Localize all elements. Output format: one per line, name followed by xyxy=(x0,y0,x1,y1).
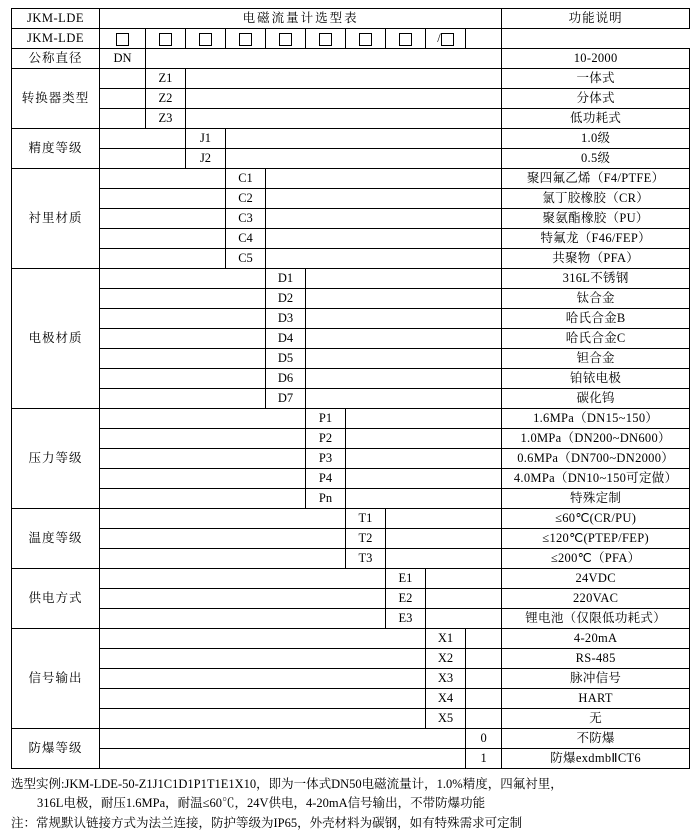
desc-c2: 氯丁胶橡胶（CR） xyxy=(502,189,690,209)
row-temperature-3 xyxy=(12,549,690,569)
blank-cell xyxy=(100,349,266,369)
code-e1: E1 xyxy=(386,569,426,589)
note-example-line2: 316L电极，耐压1.6MPa，耐温≤60℃，24V供电，4-20mA信号输出，不带防爆功能 xyxy=(37,796,486,811)
desc-d7: 碳化钨 xyxy=(502,389,690,409)
blank-cell xyxy=(100,69,146,89)
row-label-temperature: 温度等级 xyxy=(12,509,100,569)
desc-c1: 聚四氟乙烯（F4/PTFE） xyxy=(502,169,690,189)
row-label-converter-type: 转换器类型 xyxy=(12,69,100,129)
code-d7: D7 xyxy=(266,389,306,409)
desc-x3: 脉冲信号 xyxy=(502,669,690,689)
blank-cell xyxy=(100,369,266,389)
blank-cell xyxy=(266,229,502,249)
row-electrode-5 xyxy=(12,349,690,369)
blank-cell xyxy=(100,309,266,329)
code-x3: X3 xyxy=(426,669,466,689)
row-power-1 xyxy=(12,569,690,589)
desc-p4: 4.0MPa（DN10~150可定做） xyxy=(502,469,690,489)
row-converter-type-1 xyxy=(12,69,690,89)
code-x2: X2 xyxy=(426,649,466,669)
blank-cell xyxy=(306,269,502,289)
checkbox-icon[interactable] xyxy=(359,33,372,46)
blank-cell xyxy=(100,509,346,529)
row-temperature-1 xyxy=(12,509,690,529)
blank-cell xyxy=(346,489,502,509)
row-pressure-1 xyxy=(12,409,690,429)
desc-e1: 24VDC xyxy=(502,569,690,589)
row-lining-2 xyxy=(12,189,690,209)
desc-d6: 铂铱电极 xyxy=(502,369,690,389)
checkbox-cell-4[interactable] xyxy=(226,29,266,49)
row-electrode-2 xyxy=(12,289,690,309)
table-title-cell xyxy=(100,9,502,29)
checkbox-icon[interactable] xyxy=(279,33,292,46)
blank-cell xyxy=(100,589,386,609)
blank-cell xyxy=(186,89,502,109)
row-lining-1 xyxy=(12,169,690,189)
desc-d1: 316L不锈钢 xyxy=(502,269,690,289)
blank-cell xyxy=(100,409,306,429)
desc-j2: 0.5级 xyxy=(502,149,690,169)
row-label-nominal-diameter: 公称直径 xyxy=(12,49,100,69)
row-pressure-4 xyxy=(12,469,690,489)
blank-cell xyxy=(100,449,306,469)
desc-e3: 锂电池（仅限低功耗式） xyxy=(502,609,690,629)
desc-x5: 无 xyxy=(502,709,690,729)
blank-cell xyxy=(100,629,426,649)
slash-checkbox-cell[interactable] xyxy=(426,29,466,49)
row-lining-3 xyxy=(12,209,690,229)
desc-d5: 钽合金 xyxy=(502,349,690,369)
code-d2: D2 xyxy=(266,289,306,309)
desc-e2: 220VAC xyxy=(502,589,690,609)
row-electrode-6 xyxy=(12,369,690,389)
blank-cell xyxy=(100,229,226,249)
blank-cell xyxy=(386,509,502,529)
desc-d2: 钛合金 xyxy=(502,289,690,309)
code-c3: C3 xyxy=(226,209,266,229)
code-ex-0: 0 xyxy=(466,729,502,749)
row-electrode-7 xyxy=(12,389,690,409)
row-electrode-3 xyxy=(12,309,690,329)
blank-cell xyxy=(346,449,502,469)
code-p4: P4 xyxy=(306,469,346,489)
row-lining-4 xyxy=(12,229,690,249)
desc-pn: 特殊定制 xyxy=(502,489,690,509)
blank-cell xyxy=(100,729,466,749)
code-d4: D4 xyxy=(266,329,306,349)
blank-cell xyxy=(426,609,502,629)
table-header-row xyxy=(12,9,690,29)
code-p2: P2 xyxy=(306,429,346,449)
blank-cell xyxy=(306,329,502,349)
desc-t2: ≤120℃(PTEP/FEP) xyxy=(502,529,690,549)
code-z3: Z3 xyxy=(146,109,186,129)
blank-cell xyxy=(100,329,266,349)
spec-table xyxy=(11,8,690,769)
checkbox-icon[interactable] xyxy=(399,33,412,46)
code-c1: C1 xyxy=(226,169,266,189)
desc-z3: 低功耗式 xyxy=(502,109,690,129)
desc-x2: RS-485 xyxy=(502,649,690,669)
desc-t1: ≤60℃(CR/PU) xyxy=(502,509,690,529)
desc-p2: 1.0MPa（DN200~DN600） xyxy=(502,429,690,449)
checkbox-cell-1[interactable] xyxy=(100,29,146,49)
row-lining-5 xyxy=(12,249,690,269)
note-example-line1: 选型实例:JKM-LDE-50-Z1J1C1D1P1T1E1X10，即为一体式DN50电磁流量计，1.0%精度，四氟衬里， xyxy=(11,777,563,791)
blank-cell xyxy=(100,669,426,689)
code-t2: T2 xyxy=(346,529,386,549)
blank-cell xyxy=(100,109,146,129)
blank-cell xyxy=(346,469,502,489)
blank-cell xyxy=(100,489,306,509)
blank-cell xyxy=(266,189,502,209)
code-x4: X4 xyxy=(426,689,466,709)
row-explosion-2 xyxy=(12,749,690,769)
code-t1: T1 xyxy=(346,509,386,529)
blank-cell xyxy=(100,269,266,289)
row-converter-type-3 xyxy=(12,109,690,129)
row-signal-3 xyxy=(12,669,690,689)
blank-cell xyxy=(100,689,426,709)
row-label-signal: 信号输出 xyxy=(12,629,100,729)
row-electrode-4 xyxy=(12,329,690,349)
blank-cell xyxy=(100,649,426,669)
blank-cell xyxy=(100,149,186,169)
function-column-header: 功能说明 xyxy=(502,9,690,29)
desc-x1: 4-20mA xyxy=(502,629,690,649)
row-signal-5 xyxy=(12,709,690,729)
model-code-cell-2: JKM-LDE xyxy=(12,29,100,49)
desc-x4: HART xyxy=(502,689,690,709)
table-title: 电磁流量计选型表 xyxy=(242,11,359,26)
blank-cell xyxy=(186,109,502,129)
code-pn: Pn xyxy=(306,489,346,509)
checkbox-cell-6[interactable] xyxy=(306,29,346,49)
row-accuracy-2 xyxy=(12,149,690,169)
desc-c3: 聚氨酯橡胶（PU） xyxy=(502,209,690,229)
row-signal-4 xyxy=(12,689,690,709)
row-signal-1 xyxy=(12,629,690,649)
blank-cell xyxy=(100,529,346,549)
row-power-2 xyxy=(12,589,690,609)
blank-cell xyxy=(226,129,502,149)
code-d3: D3 xyxy=(266,309,306,329)
code-x1: X1 xyxy=(426,629,466,649)
checkbox-cell-5[interactable] xyxy=(266,29,306,49)
checkbox-icon[interactable] xyxy=(319,33,332,46)
row-label-power: 供电方式 xyxy=(12,569,100,629)
row-accuracy-1 xyxy=(12,129,690,149)
blank-cell xyxy=(266,169,502,189)
blank-cell xyxy=(100,549,346,569)
blank-cell xyxy=(466,669,502,689)
row-temperature-2 xyxy=(12,529,690,549)
code-x5: X5 xyxy=(426,709,466,729)
code-p1: P1 xyxy=(306,409,346,429)
row-label-electrode: 电极材质 xyxy=(12,269,100,409)
blank-cell xyxy=(100,569,386,589)
blank-cell xyxy=(186,69,502,89)
desc-nominal-diameter: 10-2000 xyxy=(502,49,690,69)
desc-c5: 共聚物（PFA） xyxy=(502,249,690,269)
desc-j1: 1.0级 xyxy=(502,129,690,149)
checkbox-cell-3[interactable] xyxy=(186,29,226,49)
blank-cell xyxy=(100,389,266,409)
row-label-pressure: 压力等级 xyxy=(12,409,100,509)
blank-cell xyxy=(466,709,502,729)
checkbox-icon[interactable] xyxy=(116,33,129,46)
code-d1: D1 xyxy=(266,269,306,289)
blank-cell xyxy=(346,429,502,449)
code-c4: C4 xyxy=(226,229,266,249)
model-code-cell: JKM-LDE xyxy=(12,9,100,29)
row-pressure-5 xyxy=(12,489,690,509)
blank-cell xyxy=(100,89,146,109)
checkbox-cell-7[interactable] xyxy=(346,29,386,49)
row-power-3 xyxy=(12,609,690,629)
blank-cell xyxy=(146,49,502,69)
checkbox-cell-2[interactable] xyxy=(146,29,186,49)
desc-ex-1: 防爆exdmbⅡCT6 xyxy=(502,749,690,769)
code-ex-1: 1 xyxy=(466,749,502,769)
row-pressure-3 xyxy=(12,449,690,469)
checkbox-cell-8[interactable] xyxy=(386,29,426,49)
code-j2: J2 xyxy=(186,149,226,169)
row-explosion-1 xyxy=(12,729,690,749)
blank-cell xyxy=(100,469,306,489)
checkbox-row xyxy=(12,29,690,49)
blank-cell xyxy=(100,289,266,309)
code-d5: D5 xyxy=(266,349,306,369)
row-nominal-diameter xyxy=(12,49,690,69)
row-converter-type-2 xyxy=(12,89,690,109)
code-e3: E3 xyxy=(386,609,426,629)
blank-cell xyxy=(100,209,226,229)
desc-z2: 分体式 xyxy=(502,89,690,109)
row-electrode-1 xyxy=(12,269,690,289)
desc-c4: 特氟龙（F46/FEP） xyxy=(502,229,690,249)
desc-p3: 0.6MPa（DN700~DN2000） xyxy=(502,449,690,469)
row-label-lining: 衬里材质 xyxy=(12,169,100,269)
code-z1: Z1 xyxy=(146,69,186,89)
blank-cell xyxy=(386,549,502,569)
code-dn: DN xyxy=(100,49,146,69)
blank-cell xyxy=(466,689,502,709)
blank-cell xyxy=(100,249,226,269)
blank-cell xyxy=(306,289,502,309)
blank-cell xyxy=(306,369,502,389)
row-pressure-2 xyxy=(12,429,690,449)
notes-block xyxy=(11,775,689,833)
code-j1: J1 xyxy=(186,129,226,149)
checkbox-icon[interactable] xyxy=(441,33,454,46)
desc-ex-0: 不防爆 xyxy=(502,729,690,749)
blank-cell xyxy=(466,649,502,669)
blank-cell xyxy=(226,149,502,169)
blank-cell xyxy=(466,629,502,649)
code-e2: E2 xyxy=(386,589,426,609)
desc-t3: ≤200℃（PFA） xyxy=(502,549,690,569)
blank-cell xyxy=(386,529,502,549)
blank-cell xyxy=(100,609,386,629)
blank-cell xyxy=(346,409,502,429)
blank-cell xyxy=(266,249,502,269)
blank-cell xyxy=(426,589,502,609)
row-label-accuracy: 精度等级 xyxy=(12,129,100,169)
blank-cell xyxy=(266,209,502,229)
note-default-line: 注：常规默认链接方式为法兰连接，防护等级为IP65，外壳材料为碳钢，如有特殊需求可定制 xyxy=(11,815,523,830)
code-t3: T3 xyxy=(346,549,386,569)
desc-p1: 1.6MPa（DN15~150） xyxy=(502,409,690,429)
blank-cell xyxy=(306,389,502,409)
code-d6: D6 xyxy=(266,369,306,389)
desc-d4: 哈氏合金C xyxy=(502,329,690,349)
desc-z1: 一体式 xyxy=(502,69,690,89)
blank-cell xyxy=(100,169,226,189)
row-label-explosion: 防爆等级 xyxy=(12,729,100,769)
blank-cell xyxy=(100,749,466,769)
checkbox-icon[interactable] xyxy=(199,33,212,46)
desc-d3: 哈氏合金B xyxy=(502,309,690,329)
checkbox-icon[interactable] xyxy=(239,33,252,46)
row-signal-2 xyxy=(12,649,690,669)
code-c5: C5 xyxy=(226,249,266,269)
code-p3: P3 xyxy=(306,449,346,469)
blank-cell xyxy=(100,429,306,449)
blank-cell xyxy=(100,129,186,149)
blank-cell xyxy=(306,309,502,329)
function-col-spacer xyxy=(466,29,502,49)
code-c2: C2 xyxy=(226,189,266,209)
selection-table-sheet xyxy=(11,8,689,833)
blank-cell xyxy=(100,709,426,729)
blank-cell xyxy=(306,349,502,369)
code-z2: Z2 xyxy=(146,89,186,109)
blank-cell xyxy=(100,189,226,209)
slash-label: / xyxy=(437,31,441,46)
checkbox-icon[interactable] xyxy=(159,33,172,46)
blank-cell xyxy=(426,569,502,589)
